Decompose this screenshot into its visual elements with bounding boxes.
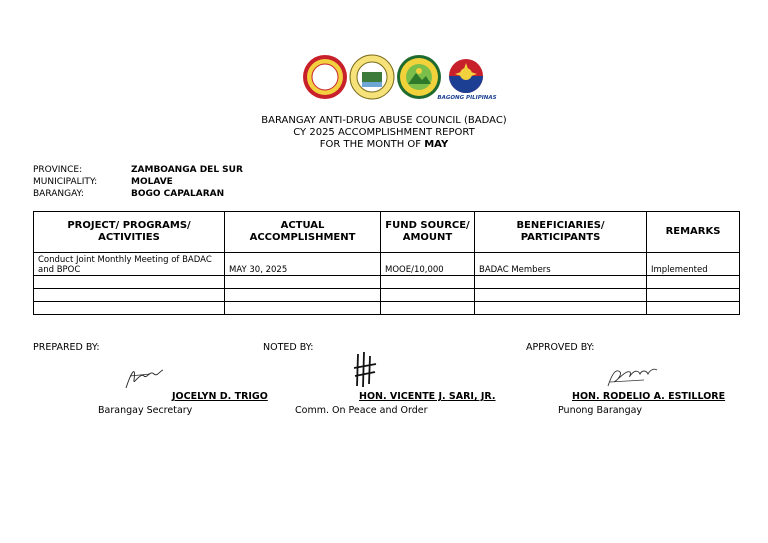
table-cell: [34, 276, 225, 289]
approved-by-label: APPROVED BY:: [526, 342, 595, 353]
table-cell: [475, 302, 647, 315]
municipality-row: [33, 177, 173, 188]
report-title: CY 2025 ACCOMPLISHMENT REPORT: [293, 127, 475, 138]
table-cell: [381, 289, 475, 302]
col-header-activities: PROJECT/ PROGRAMS/ ACTIVITIES: [34, 212, 225, 253]
table-cell: [647, 289, 740, 302]
table-cell: [381, 276, 475, 289]
table-cell: [475, 276, 647, 289]
col-header-remarks: REMARKS: [647, 212, 740, 253]
municipality-molave-seal-icon: [349, 54, 395, 100]
barangay-label: BARANGAY:: [33, 189, 84, 199]
barangay-value: BOGO CAPALARAN: [131, 189, 225, 199]
noted-signature-icon: [352, 350, 378, 390]
col-header-fund-source: FUND SOURCE/ AMOUNT: [381, 212, 475, 253]
table-cell: [475, 289, 647, 302]
table-cell: [225, 289, 381, 302]
barangay-row: [33, 189, 224, 200]
accomplishment-table: [33, 211, 740, 315]
table-cell: [647, 302, 740, 315]
table-row: [34, 276, 740, 289]
dilg-seal-icon: [302, 54, 348, 100]
prepared-by-label: PREPARED BY:: [33, 342, 100, 353]
table-row: [34, 302, 740, 315]
report-month: MAY: [424, 139, 449, 150]
municipality-value: MOLAVE: [131, 177, 173, 187]
report-month-line: [0, 139, 768, 151]
table-cell: Conduct Joint Monthly Meeting of BADAC and BPOC: [34, 253, 225, 276]
province-row: [33, 165, 243, 176]
approved-by-name: HON. RODELIO A. ESTILLORE: [572, 391, 726, 402]
approved-by-position: Punong Barangay: [558, 405, 643, 416]
prepared-signature-icon: [122, 362, 166, 392]
table-cell: [34, 302, 225, 315]
report-council-title: BARANGAY ANTI-DRUG ABUSE COUNCIL (BADAC): [261, 115, 507, 126]
table-header-row: [34, 212, 740, 253]
table-cell: [225, 276, 381, 289]
prepared-by-position: Barangay Secretary: [98, 405, 193, 416]
municipality-label: MUNICIPALITY:: [33, 177, 98, 187]
barangay-bogo-capalaran-seal-icon: [396, 54, 442, 100]
prepared-by-name: JOCELYN D. TRIGO: [172, 391, 268, 402]
table-cell: BADAC Members: [475, 253, 647, 276]
table-row: [34, 289, 740, 302]
table-cell: [381, 302, 475, 315]
col-header-accomplishment: ACTUAL ACCOMPLISHMENT: [225, 212, 381, 253]
table-row: [34, 253, 740, 276]
noted-by-label: NOTED BY:: [263, 342, 314, 353]
approved-signature-icon: [604, 364, 660, 390]
province-label: PROVINCE:: [33, 165, 83, 175]
col-header-beneficiaries: BENEFICIARIES/ PARTICIPANTS: [475, 212, 647, 253]
table-cell: [225, 302, 381, 315]
table-cell: MOOE/10,000: [381, 253, 475, 276]
noted-by-name: HON. VICENTE J. SARI, JR.: [359, 391, 496, 402]
table-cell: [647, 276, 740, 289]
table-cell: [34, 289, 225, 302]
bagong-pilipinas-logo-icon: [443, 54, 489, 100]
month-prefix: FOR THE MONTH OF: [319, 139, 425, 150]
bagong-pilipinas-label: BAGONG PILIPINAS: [437, 95, 497, 101]
table-cell: MAY 30, 2025: [225, 253, 381, 276]
table-cell: Implemented: [647, 253, 740, 276]
noted-by-position: Comm. On Peace and Order: [295, 405, 428, 416]
province-value: ZAMBOANGA DEL SUR: [131, 165, 243, 175]
